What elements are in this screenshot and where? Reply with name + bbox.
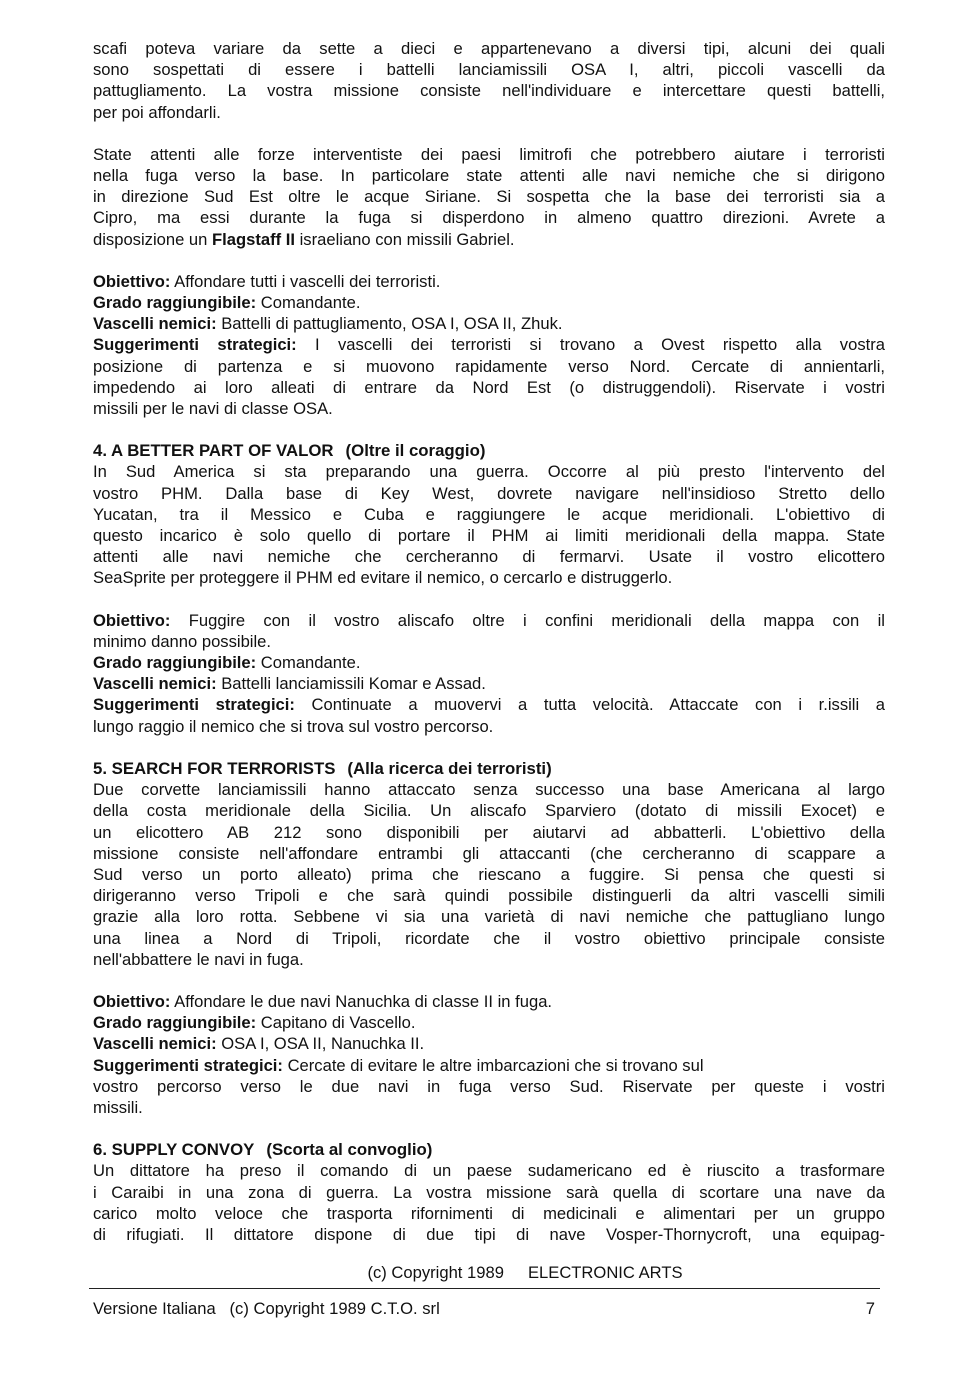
warning-paragraph <box>93 144 885 250</box>
text-line: della costa meridionale della Sicilia. Un aliscafo Sparviero (dotato di missili Exocet) e <box>93 801 885 821</box>
text-line: sono sospettati di essere i battelli lanciamissili OSA I, altri, piccoli vascelli da <box>93 60 885 80</box>
text-fragment: israeliano con missili Gabriel. <box>295 229 515 249</box>
text-line: scafi poteva variare da sette a dieci e appartenevano a diversi tipi, alcuni dei quali <box>93 39 885 58</box>
rank-field <box>93 292 885 313</box>
text-line <box>93 229 885 250</box>
text-fragment: disposizione un <box>93 229 213 249</box>
objective-label: Obiettivo: <box>93 610 171 630</box>
enemies-value: Battelli lanciamissili Komar e Assad. <box>216 674 486 694</box>
objective-value: Fuggire con il vostro aliscafo oltre i confini meridionali della mappa con il <box>170 610 885 630</box>
text-line: lungo raggio il nemico che si trova sul vostro percorso. <box>93 716 494 736</box>
text-line: una linea a Nord di Tripoli, ricordate che il vostro obiettivo principale consiste <box>93 928 885 948</box>
text-line: State attenti alle forze interventiste dei paesi limitrofi che potrebbero aiutare i terroristi <box>93 144 885 164</box>
rank-value: Capitano di Vascello. <box>256 1013 416 1033</box>
objective-field <box>93 991 885 1012</box>
mission4-details <box>93 610 885 737</box>
text-line: Sud verso un porto alleato) prima che riescano a fuggire. Si pensa che questi si <box>93 864 885 884</box>
enemies-value: Battelli di pattugliamento, OSA I, OSA II, Zhuk. <box>216 314 563 334</box>
text-line: un elicottero AB 212 sono disponibili per aiutarvi ad abbatterli. L'obiettivo della <box>93 822 885 842</box>
mission-title: 5. SEARCH FOR TERRORISTS <box>93 758 336 778</box>
strategy-field <box>93 1055 885 1076</box>
publisher-name: ELECTRONIC ARTS <box>527 1263 683 1282</box>
text-line: nell'abbattere le navi in fuga. <box>93 949 304 969</box>
text-line: posizione di partenza e si muovono rapidamente verso Nord. Cercate di annientarli, <box>93 356 885 376</box>
enemies-label: Vascelli nemici: <box>93 674 217 694</box>
manual-page <box>93 38 885 1245</box>
strategy-field <box>93 334 885 355</box>
mission-title: 6. SUPPLY CONVOY <box>93 1140 255 1160</box>
objective-label: Obiettivo: <box>93 271 171 291</box>
text-line: Yucatan, tra il Messico e Cuba e raggiungere le acque meridionali. L'obiettivo di <box>93 504 885 524</box>
text-line: SeaSprite per proteggere il PHM ed evitare il nemico, o cercarlo e distruggerlo. <box>93 568 673 588</box>
text-line: carico molto veloce che trasporta rifornimenti di medicinali e alimentari per un gruppo <box>93 1203 885 1223</box>
mission-subtitle: (Alla ricerca dei terroristi) <box>347 758 552 778</box>
text-line: attenti alle navi nemiche che cercheranno di fermarvi. Usate il vostro elicottero <box>93 547 885 567</box>
rank-value: Comandante. <box>256 653 361 673</box>
objective-value: Affondare le due navi Nanuchka di classe II in fuga. <box>170 991 553 1011</box>
enemies-field <box>93 313 885 334</box>
strategy-field <box>93 694 885 715</box>
mission6-heading <box>93 1139 885 1160</box>
rank-field <box>93 652 885 673</box>
objective-label: Obiettivo: <box>93 991 171 1011</box>
objective-field <box>93 271 885 292</box>
text-line: vostro percorso verso le due navi in fuga verso Sud. Riservate per queste i vostri <box>93 1076 885 1096</box>
enemies-label: Vascelli nemici: <box>93 314 217 334</box>
text-line: missili per le navi di classe OSA. <box>93 399 333 419</box>
mission4-description <box>93 461 885 588</box>
mission-title: 4. A BETTER PART OF VALOR <box>93 441 334 461</box>
text-line: nella fuga verso la base. In particolare state attenti alle navi nemiche che si dirigono <box>93 166 885 186</box>
mission4-heading <box>93 440 885 461</box>
rank-field <box>93 1012 885 1033</box>
text-line: in direzione Sud Est oltre le acque Siriane. Si sospetta che la base dei terroristi sia a <box>93 187 885 207</box>
mission5-heading <box>93 758 885 779</box>
objective-value: Affondare tutti i vascelli dei terroristi. <box>170 271 441 291</box>
text-line: missione consiste nell'affondare entrambi gli attaccanti (che cercheranno di scappare a <box>93 843 885 863</box>
text-line: Un dittatore ha preso il comando di un paese sudamericano ed è riuscito a trasformare <box>93 1161 885 1181</box>
rank-value: Comandante. <box>256 293 361 313</box>
text-line: impedendo ai loro alleati di entrare da Nord Est (o distruggendoli). Riservate i vostri <box>93 377 885 397</box>
text-line: Cipro, ma essi durante la fuga si disperdono in almeno quattro direzioni. Avrete a <box>93 208 885 228</box>
mission5-description <box>93 779 885 970</box>
text-line: per poi affondarli. <box>93 102 221 122</box>
text-line: dirigeranno verso Tripoli e che sarà quindi possibile distinguerli da altri vascelli simili <box>93 886 885 906</box>
strategy-label: Suggerimenti strategici: <box>93 695 295 715</box>
strategy-label: Suggerimenti strategici: <box>93 1055 283 1075</box>
text-line: pattugliamento. La vostra missione consiste nell'individuare e intercettare questi battelli, <box>93 81 885 101</box>
text-line: questo incarico è solo quello di portare il PHM ai limiti meridionali della mappa. State <box>93 526 885 546</box>
ship-name: Flagstaff II <box>212 229 295 249</box>
text-line: di rifugiati. Il dittatore dispone di due tipi di nave Vosper-Thornycroft, una equipag- <box>93 1224 885 1244</box>
strategy-value: Cercate di evitare le altre imbarcazioni che si trovano sul <box>282 1055 704 1075</box>
enemies-field <box>93 1033 885 1054</box>
strategy-value: I vascelli dei terroristi si trovano a Ovest rispetto alla vostra <box>296 335 885 355</box>
copyright-notice <box>0 1263 980 1283</box>
mission6-description <box>93 1160 885 1245</box>
objective-field <box>93 610 885 631</box>
strategy-value: Continuate a muovervi a tutta velocità. Attaccate con i r.issili a <box>294 695 885 715</box>
rank-label: Grado raggiungibile: <box>93 1013 257 1033</box>
copyright-text: (c) Copyright 1989 <box>367 1263 504 1282</box>
intro-paragraph <box>93 38 885 123</box>
text-line: Due corvette lanciamissili hanno attaccato senza successo una base Americana al largo <box>93 780 885 800</box>
strategy-label: Suggerimenti strategici: <box>93 335 297 355</box>
footer-divider <box>89 1288 880 1289</box>
mission-subtitle: (Oltre il coraggio) <box>345 441 486 461</box>
text-line: missili. <box>93 1097 143 1117</box>
enemies-value: OSA I, OSA II, Nanuchka II. <box>216 1034 425 1054</box>
rank-label: Grado raggiungibile: <box>93 653 257 673</box>
text-line: vostro PHM. Dalla base di Key West, dovrete navigare nell'insidioso Stretto dello <box>93 483 885 503</box>
enemies-label: Vascelli nemici: <box>93 1034 217 1054</box>
text-line: minimo danno possibile. <box>93 631 272 651</box>
version-notice: Versione Italiana (c) Copyright 1989 C.T.O. srl <box>93 1299 440 1318</box>
text-line: i Caraibi in una zona di guerra. La vostra missione sarà quella di scortare una nave da <box>93 1182 885 1202</box>
mission3-details <box>93 271 885 419</box>
rank-label: Grado raggiungibile: <box>93 293 257 313</box>
text-line: grazie alla loro rotta. Sebbene vi sia una varietà di navi nemiche che pattugliano lungo <box>93 907 885 927</box>
enemies-field <box>93 673 885 694</box>
page-number: 7 <box>865 1299 875 1318</box>
mission-subtitle: (Scorta al convoglio) <box>266 1140 433 1160</box>
text-line: In Sud America si sta preparando una guerra. Occorre al più presto l'intervento del <box>93 462 885 482</box>
mission5-details <box>93 991 885 1118</box>
page-footer <box>93 1299 875 1319</box>
